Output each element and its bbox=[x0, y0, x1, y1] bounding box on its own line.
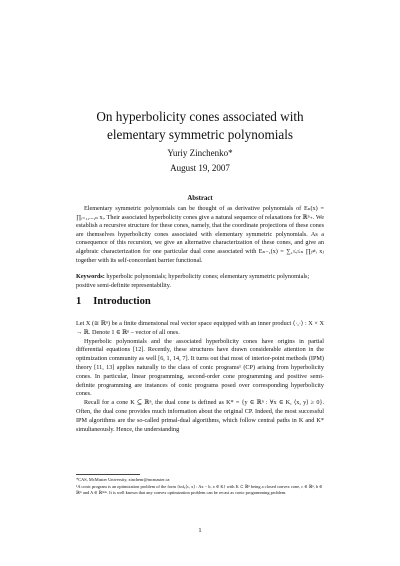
abstract-body bbox=[76, 205, 324, 265]
keywords-text: hyperbolic polynomials; hyperbolicity cones; elementary symmetric polynomials; positive semi-definite representability. bbox=[76, 273, 310, 289]
section-number: 1 bbox=[76, 296, 82, 307]
footnote-rule bbox=[76, 474, 140, 475]
paper-title bbox=[60, 108, 340, 144]
paragraph-1: Let X (≅ ℝⁿ) be a finite dimensional real vector space equipped with an inner product ⟨·,·⟩ : X × X → ℝ. Denote 1 ∈ ℝⁿ – vector of all ones. bbox=[76, 320, 324, 336]
footnote-author: *CAS, McMaster University, zinchenr@mcmaster.ca bbox=[76, 477, 170, 482]
keywords-label: Keywords: bbox=[76, 273, 105, 280]
author-name: Yuriy Zinchenko* bbox=[167, 148, 233, 158]
page-number: 1 bbox=[198, 527, 202, 534]
title-line-1: On hyperbolicity cones associated with bbox=[96, 109, 304, 124]
title-line-2: elementary symmetric polynomials bbox=[106, 127, 294, 142]
paragraph-3: Recall for a cone K ⊆ ℝⁿ, the dual cone is defined as K* = {y ∈ ℝⁿ : ∀x ∈ K, ⟨x, y⟩ ≥ 0}. Often, the dual cone provides much information about the original CP. Indeed, the most successful IPM algorithms are the so-called primal-dual algorithms, which follow central paths in K and K* simultaneously. Hence, the understanding bbox=[76, 399, 324, 433]
abstract-text: Elementary symmetric polynomials can be thought of as derivative polynomials of Eₙ(x) = ∏ᵢ₌₁,...,ₙ xᵢ. Their associated hyperbolicity cones give a natural sequence of relaxations for ℝⁿ₊. We establish a recursive structure for these cones, namely, that the coordinate projections of these cones are themselves hyperbolicity cones associated with elementary symmetric polynomials. As a consequence of this recursion, we give an alternative characterization of these cones, and give an algebraic characterization for one particular dual cone associated with Eₙ₋₁(x) = ∑₁≤ᵢ≤ₙ ∏ⱼ≠ᵢ xⱼ together with its self-concordant barrier functional. bbox=[76, 205, 324, 264]
paper-date: August 19, 2007 bbox=[170, 163, 230, 173]
abstract-heading: Abstract bbox=[187, 195, 213, 202]
section-body bbox=[76, 320, 324, 434]
keywords bbox=[76, 273, 324, 290]
section-title: Introduction bbox=[93, 296, 151, 307]
footnote-conic-program: ¹A conic program is an optimization problem of the form {infₓ⟨c, x⟩ : Ax − b, x ∈ K} with K ⊂ ℝⁿ being a closed convex cone, c ∈ ℝⁿ, b ∈ ℝᵐ and A ∈ ℝᵐˣⁿ. It is well known that any convex optimization problem can be recast as conic programming problem. bbox=[76, 484, 323, 496]
section-heading bbox=[76, 296, 151, 307]
paragraph-2: Hyperbolic polynomials and the associated hyperbolicity cones have origins in partial differential equations [12]. Recently, these structures have drawn considerable attention in the optimization community as well [6, 1, 14, 7]. It turns out that most of interior-point methods (IPM) theory [11, 13] applies naturally to the class of conic programs¹ (CP) arising from hyperbolicity cones. In particular, linear programming, second-order cone programming and positive semi-definite programming are instances of conic programs posed over corresponding hyperbolicity cones. bbox=[76, 337, 324, 398]
